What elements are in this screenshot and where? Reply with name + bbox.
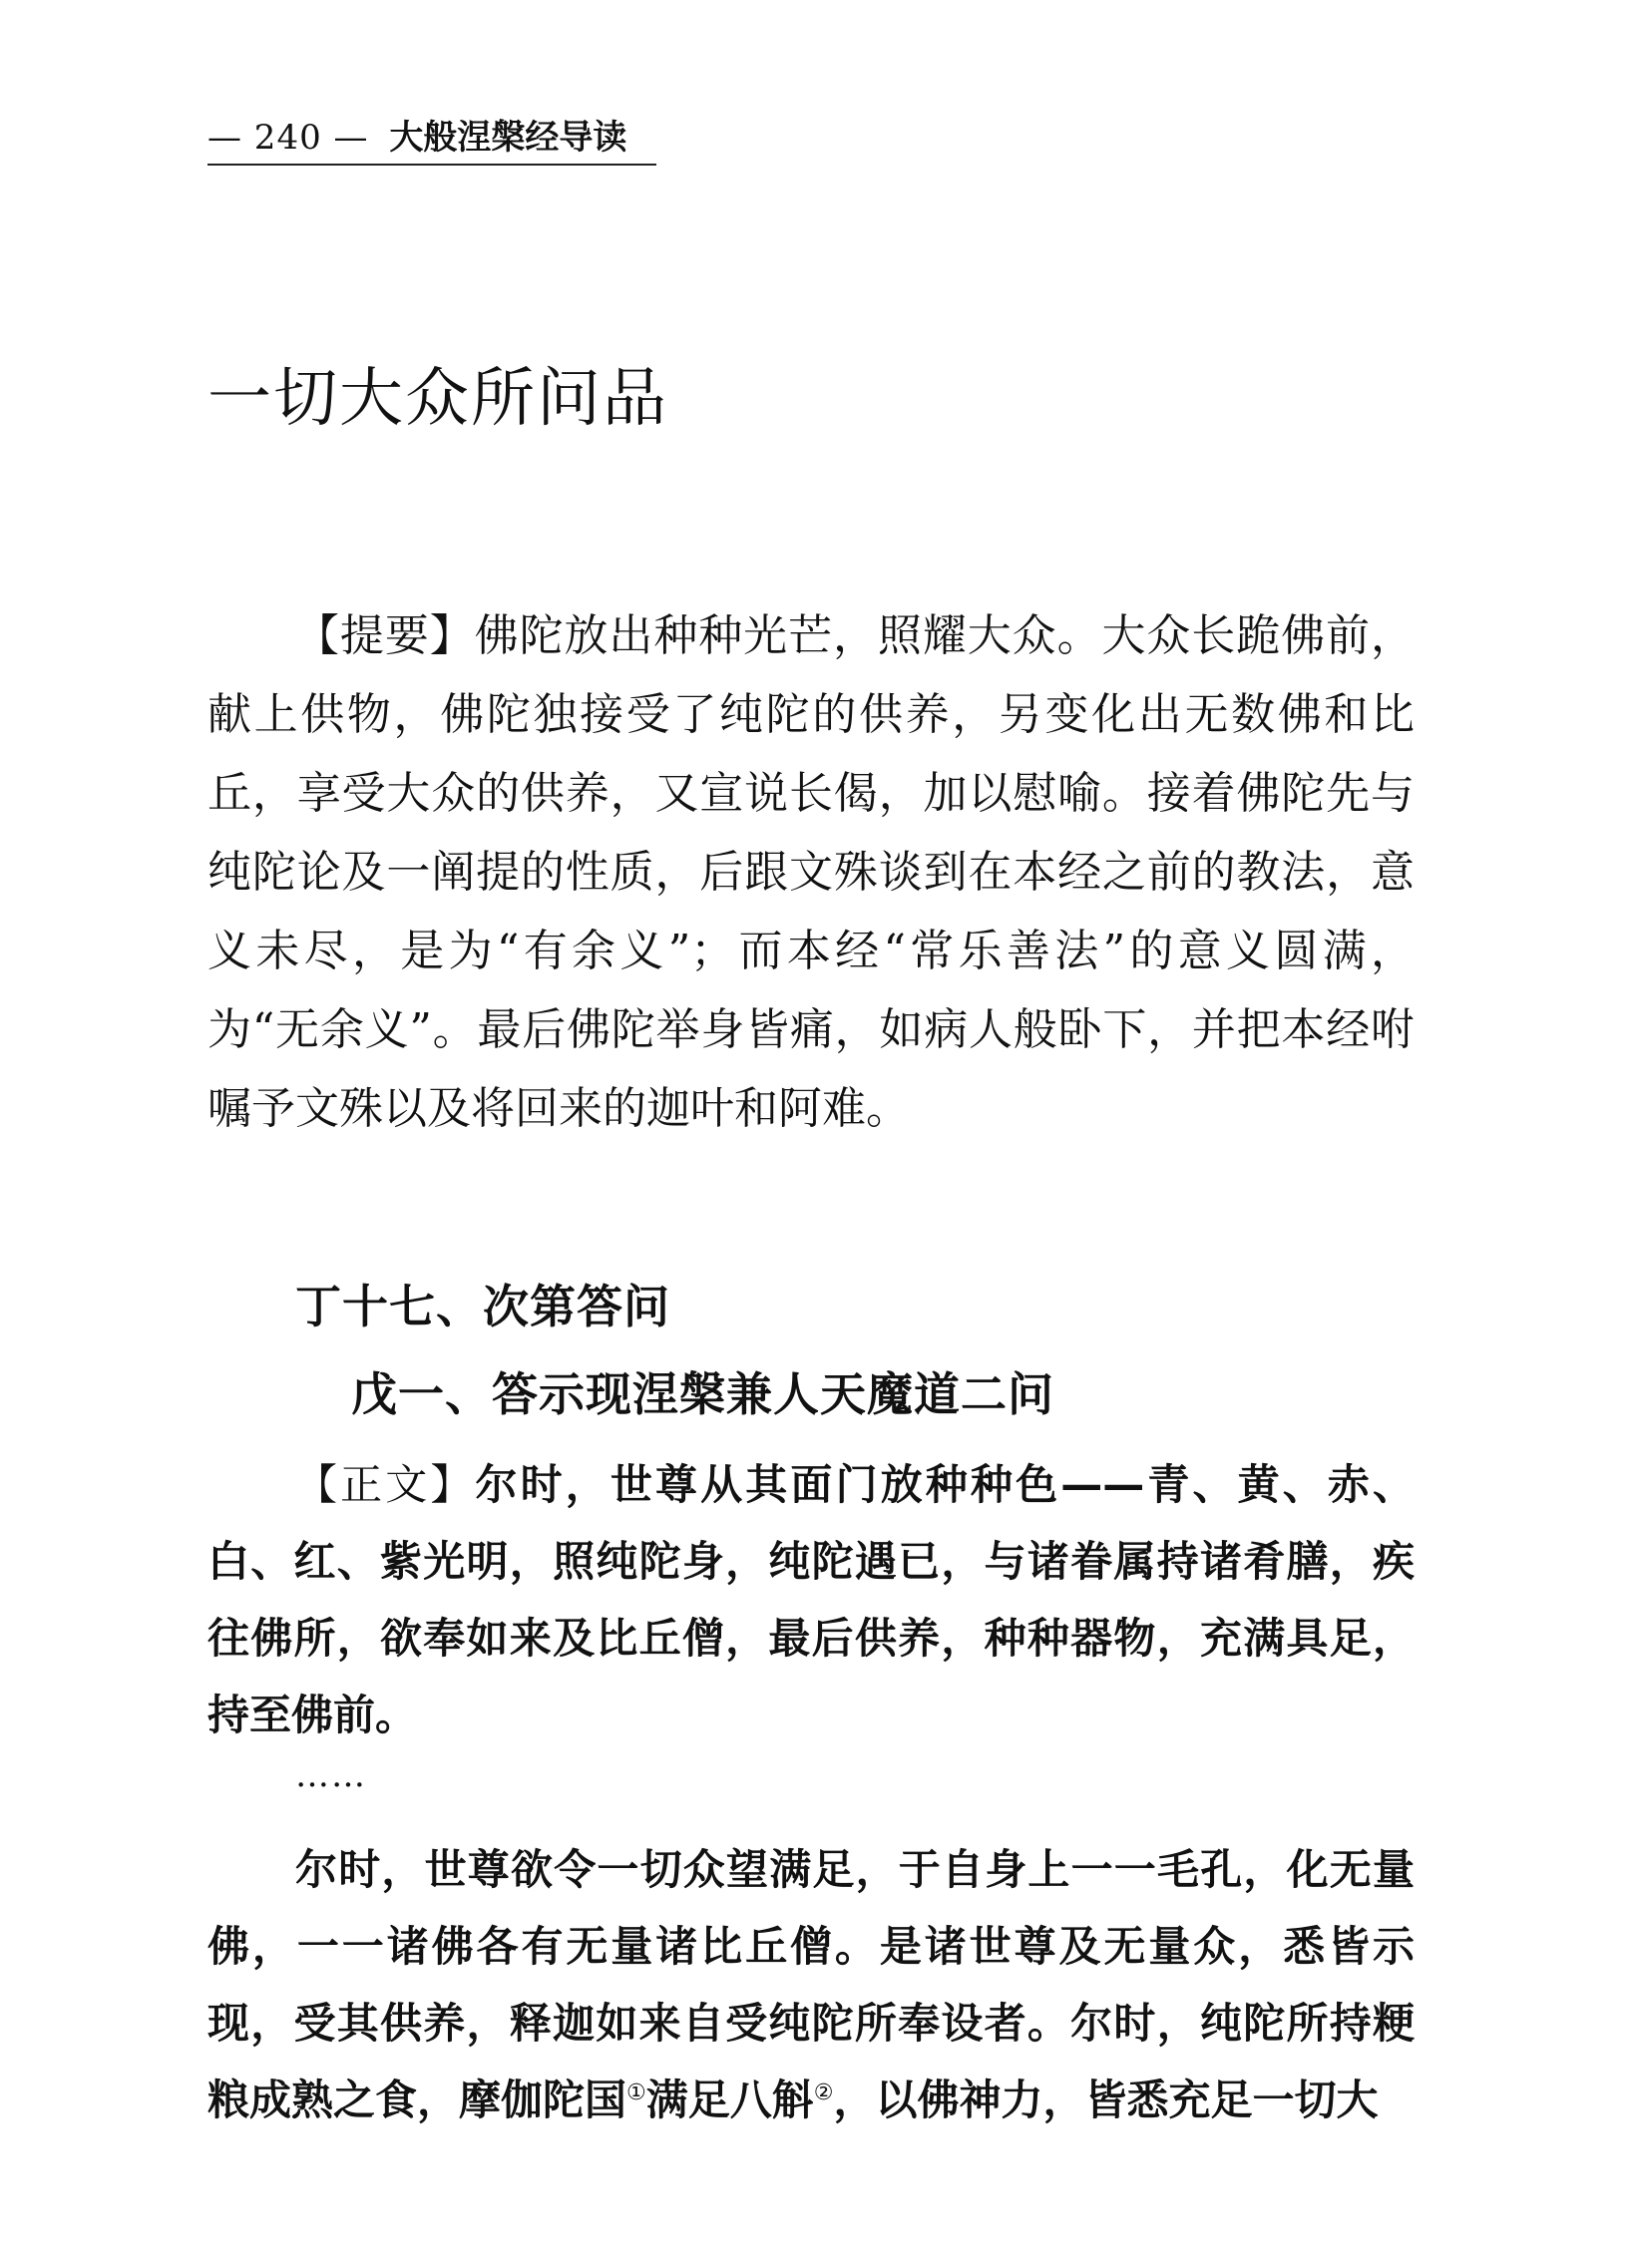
scripture-text-2b: 满足八斛 [645, 2076, 814, 2124]
summary-paragraph [207, 596, 1415, 1148]
scripture-paragraph-1 [207, 1446, 1415, 1753]
chapter-title: 一切大众所问品 [207, 362, 668, 436]
section-heading-level2: 戊一、答示现涅槃兼人天魔道二问 [351, 1367, 1054, 1421]
scripture-paragraph-2 [207, 1831, 1415, 2138]
page-header [207, 112, 656, 166]
scripture-text-1: 尔时，世尊从其面门放种种色——青、黄、赤、白、红、紫光明，照纯陀身，纯陀遇已，与诸眷属持诸肴膳，疾往佛所，欲奉如来及比丘僧，最后供养，种种器物，充满具足，持至佛前。 [207, 1460, 1415, 1739]
omission-ellipsis: …… [295, 1755, 367, 1795]
footnote-marker-2: ② [813, 2080, 834, 2105]
footnote-marker-1: ① [626, 2080, 646, 2105]
book-title: 大般涅槃经导读 [389, 118, 627, 158]
page-number: — 240 — [207, 118, 369, 158]
summary-label: 【提要】 [295, 610, 475, 661]
scripture-text-2a: 尔时，世尊欲令一切众望满足，于自身上一一毛孔，化无量佛，一一诸佛各有无量诸比丘僧。是诸世尊及无量众，悉皆示现，受其供养，释迦如来自受纯陀所奉设者。尔时，纯陀所持粳粮成熟之食，摩伽陀国 [207, 1845, 1415, 2124]
section-heading-level1: 丁十七、次第答问 [295, 1280, 670, 1333]
scripture-text-2c: ，以佛神力，皆悉充足一切大 [833, 2076, 1379, 2124]
scripture-label: 【正文】 [295, 1460, 476, 1509]
summary-text: 佛陀放出种种光芒，照耀大众。大众长跪佛前，献上供物，佛陀独接受了纯陀的供养，另变化出无数佛和比丘，享受大众的供养，又宣说长偈，加以慰喻。接着佛陀先与纯陀论及一阐提的性质，后跟文殊谈到在本经之前的教法，意义未尽，是为“有余义”；而本经“常乐善法”的意义圆满，为“无余义”。最后佛陀举身皆痛，如病人般卧下，并把本经咐嘱予文殊以及将回来的迦叶和阿难。 [207, 610, 1416, 1134]
